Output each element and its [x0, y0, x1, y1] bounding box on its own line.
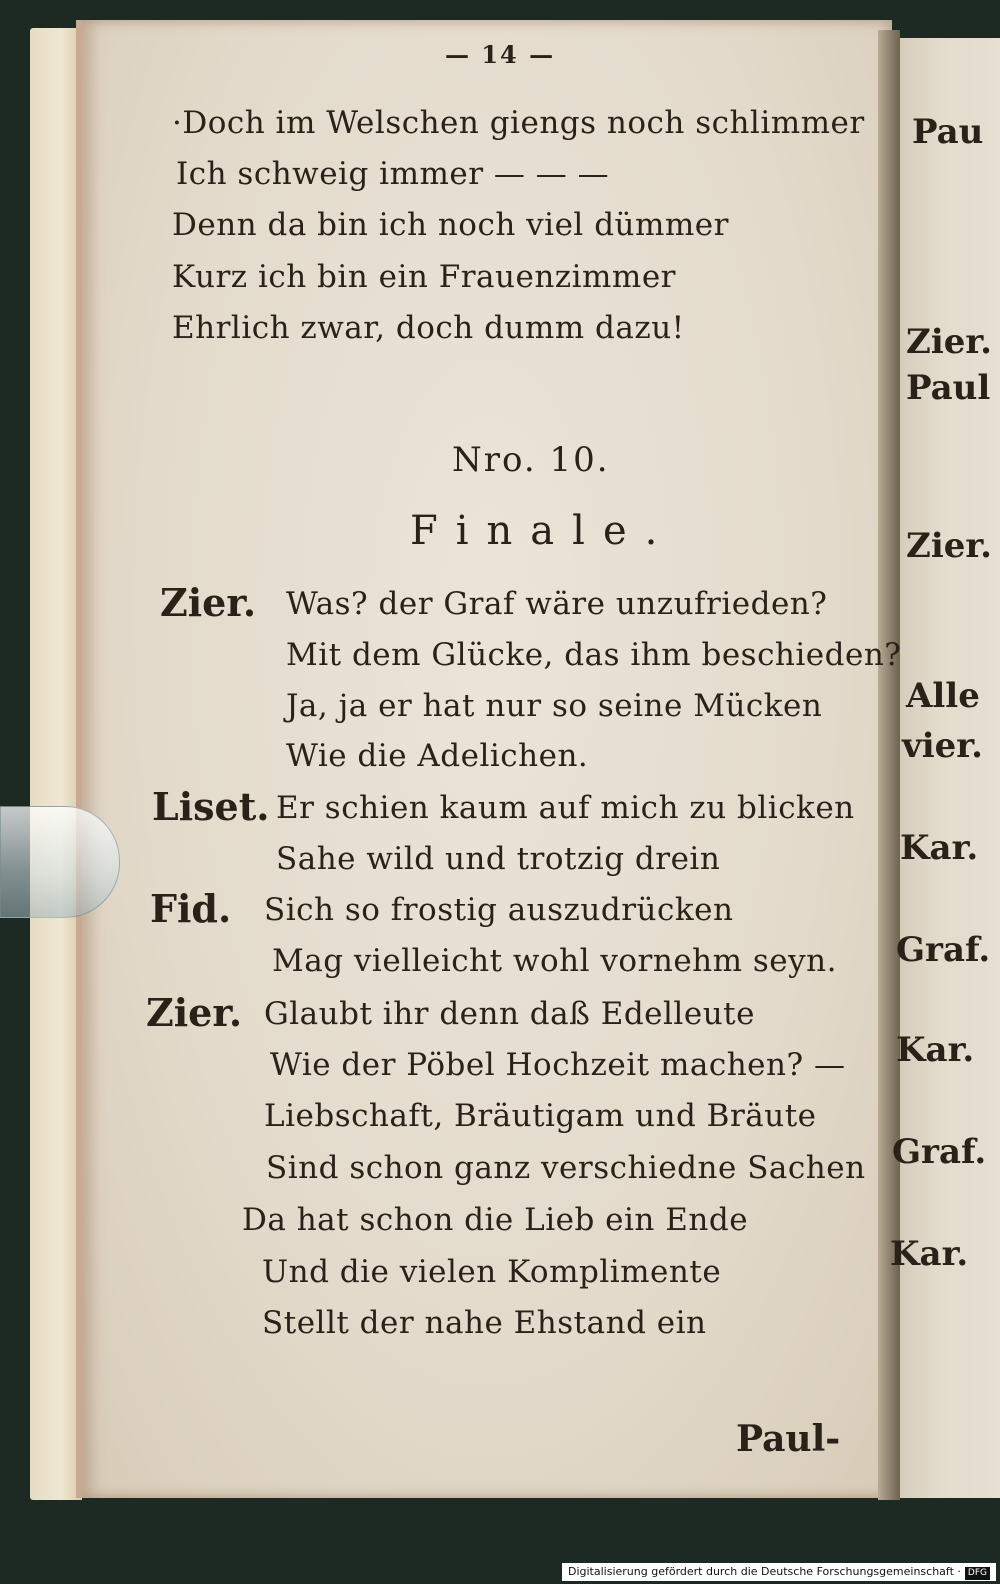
text-line: Wie die Adelichen. — [286, 738, 589, 774]
text-line: Er schien kaum auf mich zu blicken — [276, 790, 855, 826]
text-line: Ehrlich zwar, doch dumm dazu! — [172, 310, 685, 346]
page-number: — 14 — — [445, 40, 556, 69]
footer-credit — [562, 1563, 996, 1581]
footer-text: Digitalisierung gefördert durch die Deutsche Forschungsgemeinschaft · — [567, 1565, 961, 1578]
speaker-label: Fid. — [150, 886, 232, 931]
speaker-label: Liset. — [152, 784, 270, 829]
next-page-fragment: Alle — [906, 676, 980, 716]
next-page-edge — [900, 38, 1000, 1498]
text-line: ·Doch im Welschen giengs noch schlimmer — [172, 105, 865, 141]
text-line: Sahe wild und trotzig drein — [276, 841, 721, 877]
next-page-fragment: Graf. — [892, 1132, 987, 1172]
next-page-fragment: Paul — [906, 368, 991, 408]
speaker-label: Zier. — [146, 990, 243, 1035]
next-page-fragment: Kar. — [890, 1234, 969, 1274]
text-line: Sind schon ganz verschiedne Sachen — [266, 1150, 866, 1186]
text-line: Wie der Pöbel Hochzeit machen? — — [270, 1047, 846, 1083]
text-line: Glaubt ihr denn daß Edelleute — [264, 996, 755, 1032]
next-page-fragment: Graf. — [896, 930, 991, 970]
text-line: Da hat schon die Lieb ein Ende — [242, 1202, 749, 1238]
next-page-fragment: Kar. — [896, 1030, 975, 1070]
text-line: Denn da bin ich noch viel dümmer — [172, 207, 729, 243]
dfg-badge: DFG — [965, 1567, 990, 1580]
section-title: Finale. — [410, 508, 676, 554]
text-line: Ich schweig immer — — — — [176, 156, 610, 192]
text-line: Was? der Graf wäre unzufrieden? — [286, 586, 828, 622]
next-page-fragment: Kar. — [900, 828, 979, 868]
next-page-fragment: Zier. — [906, 526, 992, 566]
text-line: Sich so frostig auszudrücken — [264, 892, 734, 928]
text-line: Stellt der nahe Ehstand ein — [262, 1305, 707, 1341]
catchword: Paul- — [736, 1418, 841, 1460]
page-clip — [0, 806, 120, 918]
text-line: Mag vielleicht wohl vornehm seyn. — [272, 943, 837, 979]
text-line: Ja, ja er hat nur so seine Mücken — [286, 688, 823, 724]
next-page-fragment: vier. — [902, 726, 983, 766]
book-gutter — [878, 30, 900, 1500]
next-page-fragment: Zier. — [906, 322, 992, 362]
text-line: Mit dem Glücke, das ihm beschieden? — [286, 637, 902, 673]
speaker-label: Zier. — [160, 580, 257, 625]
text-line: Liebschaft, Bräutigam und Bräute — [264, 1098, 817, 1134]
text-line: Kurz ich bin ein Frauenzimmer — [172, 259, 676, 295]
section-number: Nro. 10. — [452, 440, 610, 480]
left-page-edge — [30, 28, 82, 1500]
next-page-fragment: Pau — [912, 112, 984, 152]
text-line: Und die vielen Komplimente — [262, 1254, 722, 1290]
